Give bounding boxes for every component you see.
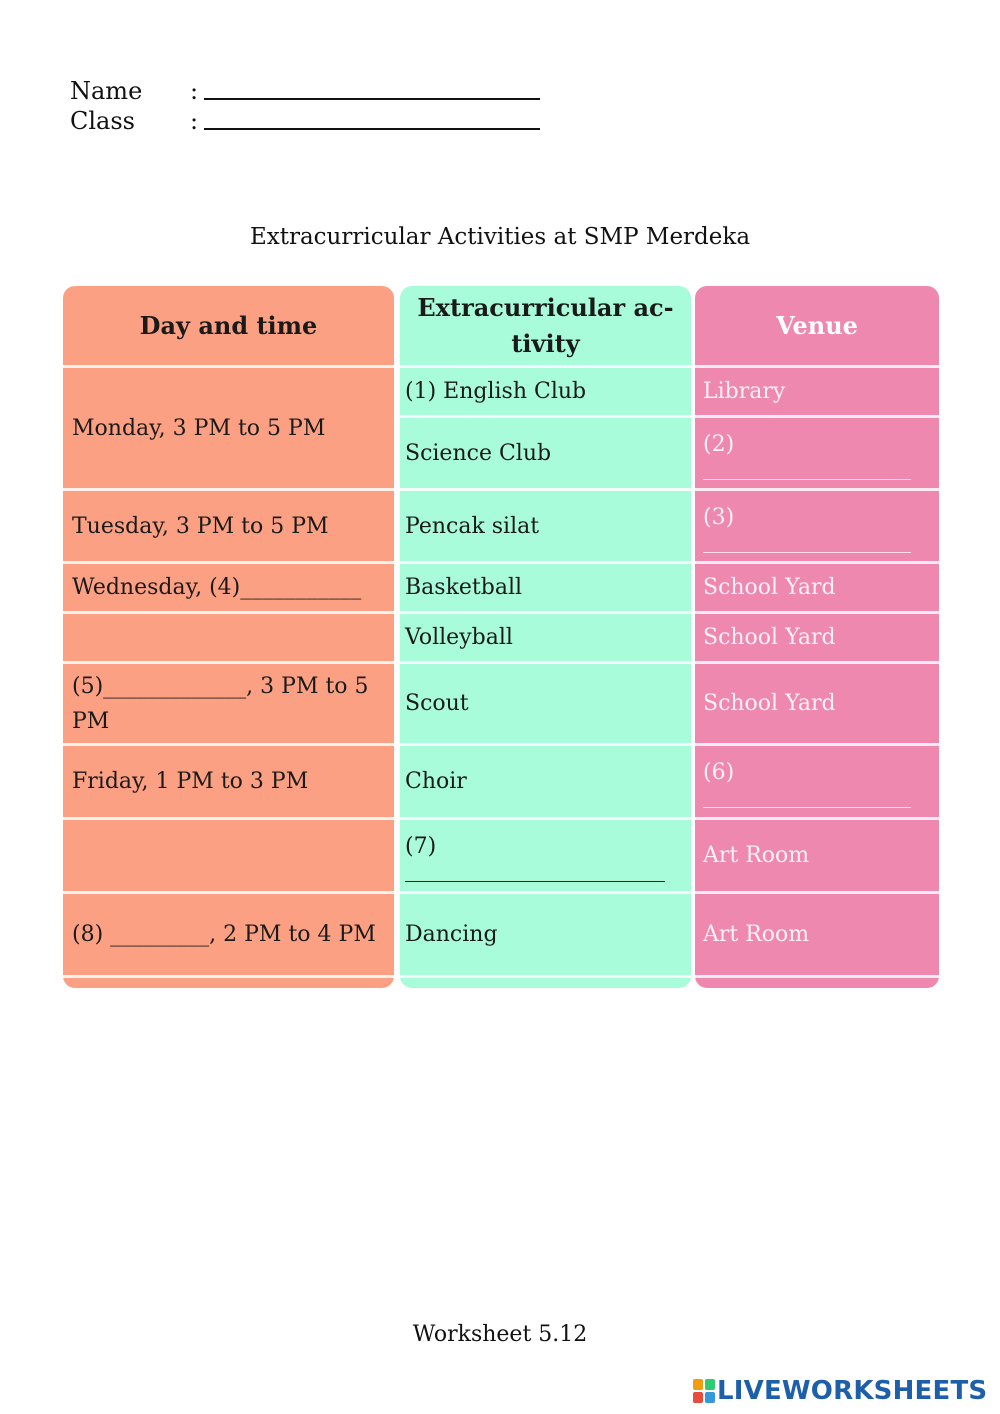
venue-cell-blank-2 <box>695 418 939 491</box>
venue-cell-blank-6 <box>695 746 939 820</box>
liveworksheets-logo[interactable] <box>693 1376 987 1406</box>
blank-7-line[interactable] <box>405 868 665 882</box>
activity-cell-volleyball: Volleyball <box>400 614 691 664</box>
activity-cell-scout: Scout <box>400 664 691 746</box>
activity-cell-dancing: Dancing <box>400 894 691 978</box>
class-field-row <box>70 106 540 136</box>
blank-7-label: (7) <box>405 834 437 859</box>
activity-cell-english-club: (1) English Club <box>400 368 691 418</box>
blank-2-line[interactable] <box>703 466 911 480</box>
worksheet-title: Extracurricular Activities at SMP Merdeka <box>249 224 751 250</box>
day-cell-blank-5: (5)_____________, 3 PM to 5 PM <box>63 664 394 746</box>
venue-cell-art-room-2: Art Room <box>695 894 939 978</box>
day-cell-blank-8: (8) _________, 2 PM to 4 PM <box>63 894 394 978</box>
venue-cell-school-yard-volleyball: School Yard <box>695 614 939 664</box>
header-venue: Venue <box>695 286 939 368</box>
logo-square-1 <box>693 1379 703 1390</box>
name-field-row <box>70 76 540 106</box>
day-cell-empty-volleyball <box>63 614 394 664</box>
worksheet-number: Worksheet 5.12 <box>412 1322 588 1347</box>
venue-cell-art-room-1: Art Room <box>695 820 939 894</box>
blank-6-line[interactable] <box>703 794 911 808</box>
blank-3-label: (3) <box>703 504 735 530</box>
activity-cell-choir: Choir <box>400 746 691 820</box>
blank-2-label: (2) <box>703 431 735 457</box>
name-input-line[interactable] <box>204 76 540 100</box>
venue-cell-library: Library <box>695 368 939 418</box>
blank-3-line[interactable] <box>703 539 911 553</box>
activity-cell-science-club: Science Club <box>400 418 691 491</box>
header-day-and-time: Day and time <box>63 286 394 368</box>
logo-square-3 <box>693 1392 703 1403</box>
day-cell-monday: Monday, 3 PM to 5 PM <box>63 368 394 491</box>
class-input-line[interactable] <box>204 106 540 130</box>
liveworksheets-logo-text: LIVEWORKSHEETS <box>717 1376 988 1406</box>
venue-cell-blank-3 <box>695 491 939 564</box>
day-cell-friday: Friday, 1 PM to 3 PM <box>63 746 394 820</box>
liveworksheets-logo-icon <box>693 1379 715 1403</box>
name-colon: : <box>190 77 199 105</box>
venue-cell-school-yard-basketball: School Yard <box>695 564 939 614</box>
name-label: Name <box>70 77 143 105</box>
day-cell-tuesday: Tuesday, 3 PM to 5 PM <box>63 491 394 564</box>
class-colon: : <box>190 107 199 135</box>
activity-cell-blank-7 <box>400 820 691 894</box>
logo-square-4 <box>705 1392 715 1403</box>
day-cell-empty-art <box>63 820 394 894</box>
blank-6-label: (6) <box>703 760 735 785</box>
header-extracurricular-activity: Extracurricular ac- tivity <box>400 286 691 368</box>
logo-square-2 <box>705 1379 715 1390</box>
activity-cell-basketball: Basketball <box>400 564 691 614</box>
activity-cell-pencak-silat: Pencak silat <box>400 491 691 564</box>
class-label: Class <box>70 107 135 135</box>
venue-cell-school-yard-scout: School Yard <box>695 664 939 746</box>
day-cell-wednesday: Wednesday, (4)___________ <box>63 564 394 614</box>
